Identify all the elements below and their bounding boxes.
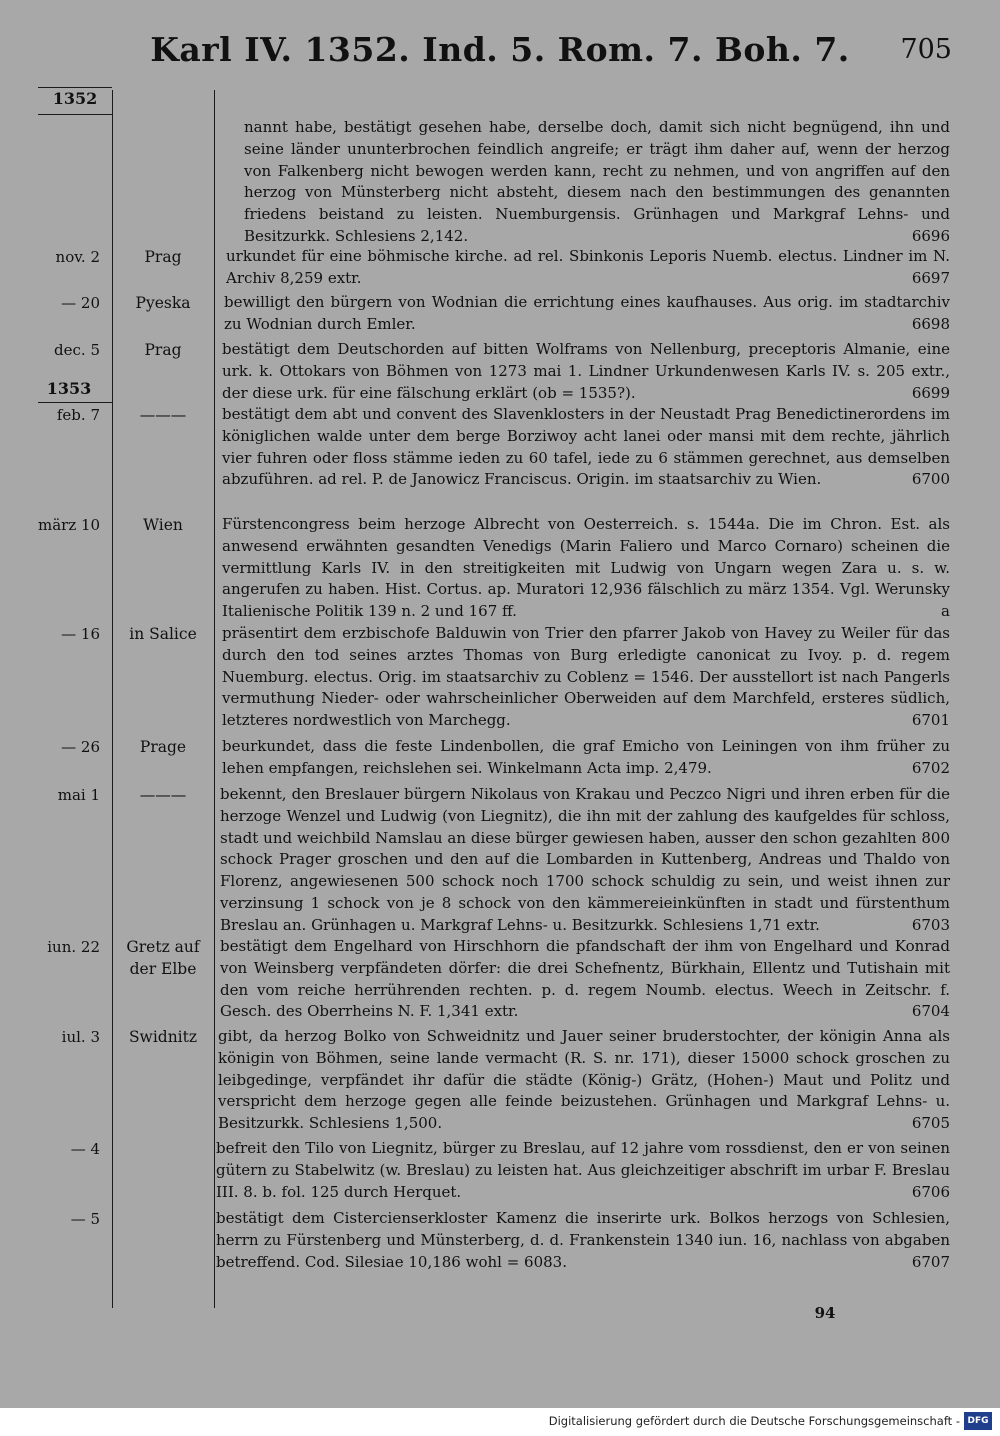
entry-body: bestätigt dem Deutschorden auf bitten Wolframs von Nellenburg, preceptoris Almanie, eine urk. k. Ottokars von Böhmen von 1273 mai 1. Lindner Urkundenwesen Karls IV. s. 205 extr., der diese urk. für eine fälschung erklärt (ob = 1535?).	[222, 340, 950, 402]
year-rule-1353	[38, 402, 112, 403]
entry-date: iul. 3	[61, 1028, 100, 1046]
entry-text	[244, 117, 950, 248]
entry-number: 6700	[911, 470, 950, 489]
entry-date: — 5	[70, 1210, 100, 1228]
entry-text	[222, 514, 950, 623]
entry-body: gibt, da herzog Bolko von Schweidnitz und Jauer seiner bruderstochter, der königin Anna als königin von Böhmen, seine lande vermacht (R. S. nr. 171), dieser 15000 schock groschen zu leibgedinge, verpfändet ihr dafür die städte (König-) Grätz, (Hohen-) Maut und Politz und verspricht dem herzoge gegen alle feinde beizustehen. Grünhagen und Markgraf Lehns- u. Besitzurkk. Schlesiens 1,500.	[218, 1027, 950, 1133]
entry-number: 6698	[911, 314, 950, 333]
entry-number: 6699	[911, 383, 950, 402]
entry-body: nannt habe, bestätigt gesehen habe, derselbe doch, damit sich nicht begnügend, ihn und seine länder ununterbrochen feindlich angreife; er trägt ihm daher auf, wenn der herzog von Falkenberg nicht bewogen werden kann, recht zu nehmen, und von angriffen auf den herzog von Münsterberg nicht absteht, diesem nach den bestimmungen des genannten friedens beistand zu leisten. Nuemburgensis. Grünhagen und Markgraf Lehns- und Besitzurkk. Schlesiens 2,142.	[244, 118, 950, 245]
sheet-number: 94	[814, 1304, 836, 1322]
entry-place: ———	[139, 786, 187, 804]
entry-place: Prag	[144, 341, 182, 359]
entry-number: 6702	[911, 758, 950, 777]
column-divider-date	[112, 90, 113, 1308]
entry-number: 6704	[911, 1002, 950, 1021]
entry-number: 6701	[911, 711, 950, 730]
entry-number: 6706	[911, 1182, 950, 1201]
entry-body: bekennt, den Breslauer bürgern Nikolaus von Krakau und Peczco Nigri und ihren erben für die herzoge Wenzel und Ludwig (von Liegnitz), die ihn mit der zahlung des kaufgeldes für schloss, stadt und weichbild Namslau an diese bürger gewiesen haben, ausser den schon gezahlten 800 schock Prager groschen und den auf die Lombarden in Kuttenberg, Andreas und Thaldo von Florenz, angewiesenen 500 schock noch 1700 schock schuldig zu sein, und weist ihnen zur verzinsung 1 schock von je 8 schock von den kämmereieinkünften in stadt und fürstenthum Breslau an. Grünhagen u. Markgraf Lehns- u. Besitzurkk. Schlesiens 1,71 extr.	[220, 785, 950, 934]
entry-number: a	[941, 602, 950, 621]
entry-date: — 4	[70, 1140, 100, 1158]
entry-text	[220, 936, 950, 1023]
entry-text	[216, 1138, 950, 1203]
entry-number: 6703	[911, 915, 950, 934]
entry-body: bestätigt dem Engelhard von Hirschhorn die pfandschaft der ihm von Engelhard und Konrad von Weinsberg verpfändeten dörfer: die drei Schefnentz, Bürkhain, Ellentz und Tutishain mit den vom reiche herrührenden rechten. p. d. regem Noumb. electus. Weech in Zeitschr. f. Gesch. des Oberrheins N. F. 1,341 extr.	[220, 937, 950, 1021]
entry-text	[224, 292, 950, 336]
entry-date: feb. 7	[56, 406, 100, 424]
entry-date: nov. 2	[55, 248, 100, 266]
entry-body: beurkundet, dass die feste Lindenbollen, die graf Emicho von Leiningen von ihm früher zu lehen empfangen, reichslehen sei. Winkelmann Acta imp. 2,479.	[222, 737, 950, 777]
entry-text	[222, 404, 950, 491]
entry-date: mai 1	[57, 786, 100, 804]
digitization-credit-bar	[0, 1408, 1000, 1436]
entry-place: ———	[139, 406, 187, 424]
year-marker: 1353	[46, 379, 92, 398]
entry-text	[226, 246, 950, 290]
year-heading: 1352	[52, 89, 98, 108]
year-rule-top	[38, 87, 112, 88]
entry-number: 6696	[911, 226, 950, 245]
page-number: 705	[900, 34, 952, 65]
entry-place: Pyeska	[135, 294, 191, 312]
entry-place: Swidnitz	[128, 1028, 198, 1046]
entry-body: bestätigt dem Cistercienserkloster Kamenz die inserirte urk. Bolkos herzogs von Schlesien, herrn zu Fürstenberg und Münsterberg, d. d. Frankenstein 1340 iun. 16, nachlass von abgaben betreffend. Cod. Silesiae 10,186 wohl = 6083.	[216, 1209, 950, 1271]
entry-date: — 16	[61, 625, 100, 643]
entry-body: befreit den Tilo von Liegnitz, bürger zu Breslau, auf 12 jahre vom rossdienst, den er von seinen gütern zu Stabelwitz (w. Breslau) zu leisten hat. Aus gleichzeitiger abschrift im urbar F. Breslau III. 8. b. fol. 125 durch Herquet.	[216, 1139, 950, 1201]
column-divider-place	[214, 90, 215, 1308]
entry-date: — 26	[61, 738, 100, 756]
year-rule-bottom	[38, 114, 112, 115]
entry-place: Wien	[143, 516, 183, 534]
entry-text	[222, 339, 950, 404]
entry-text	[216, 1208, 950, 1273]
digitization-credit-text[interactable]: Digitalisierung gefördert durch die Deutsche Forschungsgemeinschaft -	[548, 1414, 960, 1428]
entry-body: präsentirt dem erzbischofe Balduwin von Trier den pfarrer Jakob von Havey zu Weiler für das durch den tod seines arztes Thomas von Burg erledigte canonicat zu Ivoy. p. d. regem Nuemburg. electus. Orig. im staatsarchiv zu Coblenz = 1546. Der ausstellort ist nach Pangerls vermuthung Nieder- oder wahrscheinlicher Oberweiden auf dem Marchfeld, ersteres südlich, letzteres nordwestlich von Marchegg.	[222, 624, 950, 730]
entry-number: 6707	[911, 1252, 950, 1271]
dfg-logo-icon[interactable]: DFG	[964, 1412, 992, 1430]
entry-place: Gretz auf der Elbe	[126, 938, 200, 978]
entry-date: iun. 22	[47, 938, 100, 956]
entry-text	[218, 1026, 950, 1135]
entry-text	[222, 736, 950, 780]
entry-body: bewilligt den bürgern von Wodnian die errichtung eines kaufhauses. Aus orig. im stadtarchiv zu Wodnian durch Emler.	[224, 293, 950, 333]
entry-body: Fürstencongress beim herzoge Albrecht von Oesterreich. s. 1544a. Die im Chron. Est. als anwesend erwähnten gesandten Venedigs (Marin Faliero und Marco Cornaro) scheinen die vermittlung Karls IV. in den streitigkeiten mit Ludwig von Ungarn wegen Zara u. s. w. angerufen zu haben. Hist. Cortus. ap. Muratori 12,936 fälschlich zu märz 1354. Vgl. Werunsky Italienische Politik 139 n. 2 und 167 ff.	[222, 515, 950, 621]
entry-body: bestätigt dem abt und convent des Slavenklosters in der Neustadt Prag Benedictinerordens im königlichen walde unter dem berge Borziwoy acht lanei oder mansi mit dem rechte, jährlich vier fuhren oder floss stämme ieden zu 60 tafel, iede zu 6 stämmen gerechnet, aus demselben abzuführen. ad rel. P. de Janowicz Franciscus. Origin. im staatsarchiv zu Wien.	[222, 405, 950, 489]
entry-body: urkundet für eine böhmische kirche. ad rel. Sbinkonis Leporis Nuemb. electus. Lindner im N. Archiv 8,259 extr.	[226, 247, 950, 287]
entry-date: dec. 5	[54, 341, 100, 359]
entry-number: 6697	[911, 268, 950, 287]
entry-place: Prag	[144, 248, 182, 266]
entry-place: Prage	[139, 738, 187, 756]
entry-text	[220, 784, 950, 937]
entry-text	[222, 623, 950, 732]
entry-date: märz 10	[38, 516, 101, 534]
entry-place: in Salice	[129, 625, 197, 643]
page-header-title: Karl IV. 1352. Ind. 5. Rom. 7. Boh. 7.	[150, 30, 850, 69]
entry-number: 6705	[911, 1114, 950, 1133]
entry-date: — 20	[61, 294, 100, 312]
